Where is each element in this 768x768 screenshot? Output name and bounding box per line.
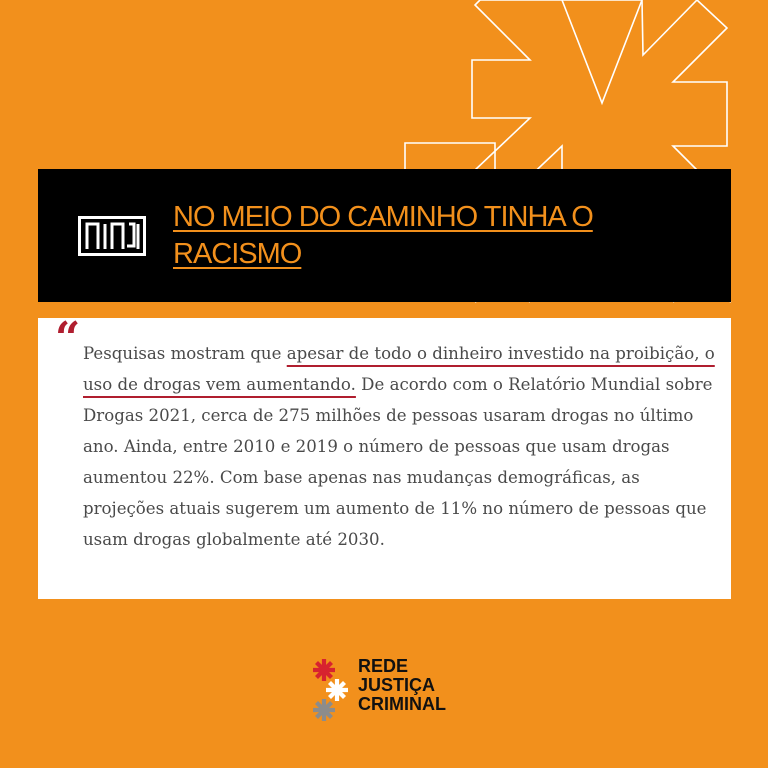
header-card xyxy=(38,169,731,302)
rede-justica-criminal-logo xyxy=(310,657,490,725)
quote-card xyxy=(38,313,731,599)
quote-text-part1: Pesquisas mostram que xyxy=(83,344,287,363)
ninja-logo-icon xyxy=(78,216,146,256)
quote-mark-icon: “ xyxy=(55,313,81,364)
brand-line-3: CRIMINAL xyxy=(358,694,446,714)
headline-link[interactable]: NO MEIO DO CAMINHO TINHA O RACISMO xyxy=(173,201,593,270)
brand-line-1: REDE xyxy=(358,656,409,676)
asterisks-icon xyxy=(310,657,354,725)
quote-text xyxy=(83,338,723,555)
quote-highlight: apesar de todo o dinheiro investido na proibição, o uso de drogas vem aumentando. xyxy=(83,344,715,394)
brand-wordmark xyxy=(358,657,446,714)
quote-text-part2: De acordo com o Relatório Mundial sobre Drogas 2021, cerca de 275 milhões de pessoas usaram drogas no último ano. Ainda, entre 2010 e 2019 o número de pessoas que usam drogas aumentou 22%. Com base apenas nas mudanças demográficas, as projeções atuais sugerem um aumento de 11% no número de pessoas que usam drogas globalmente até 2030. xyxy=(83,375,713,549)
brand-line-2: JUSTIÇA xyxy=(358,675,436,695)
